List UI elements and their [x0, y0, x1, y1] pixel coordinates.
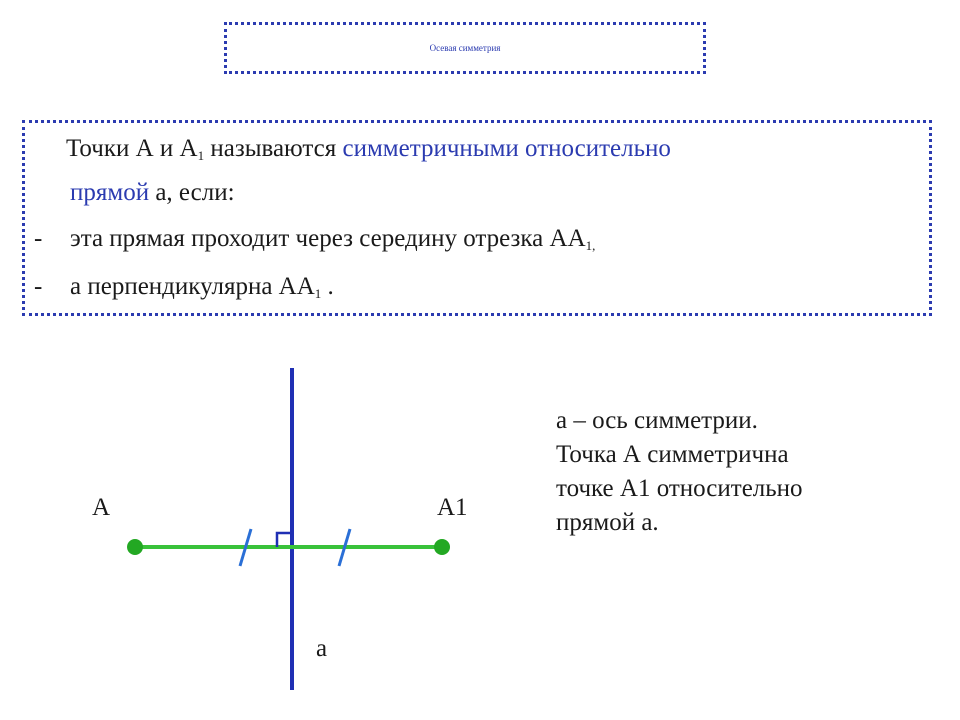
label-point-a1: А1: [437, 494, 468, 521]
subscript: 1: [314, 286, 322, 301]
highlight-text: симметричными относительно: [342, 135, 671, 162]
list-dash: -: [34, 273, 43, 300]
highlight-text: прямой: [70, 179, 150, 206]
subscript: 1,: [585, 238, 596, 253]
page-title: Осевая симметрия: [429, 43, 501, 53]
right-angle-mark: [277, 533, 292, 547]
definition-text: называются: [204, 135, 343, 162]
label-axis: а: [316, 635, 328, 662]
subscript: 1: [197, 148, 205, 163]
explanation-note: [556, 404, 803, 540]
definition-text: .: [321, 273, 334, 300]
definition-text: а, если:: [149, 179, 235, 206]
label-point-a: А: [92, 494, 111, 521]
note-line: Точка А симметрична: [556, 441, 789, 468]
point-a: [127, 539, 143, 555]
point-a1: [434, 539, 450, 555]
note-line: а – ось симметрии.: [556, 407, 758, 434]
note-line: точке А1 относительно: [556, 475, 803, 502]
definition-text: Точки А и А: [66, 135, 198, 162]
note-line: прямой а.: [556, 509, 659, 536]
list-dash: -: [34, 225, 43, 252]
definition-text: а перпендикулярна АА: [70, 273, 315, 300]
definition-text: эта прямая проходит через середину отрезка АА: [70, 225, 586, 252]
